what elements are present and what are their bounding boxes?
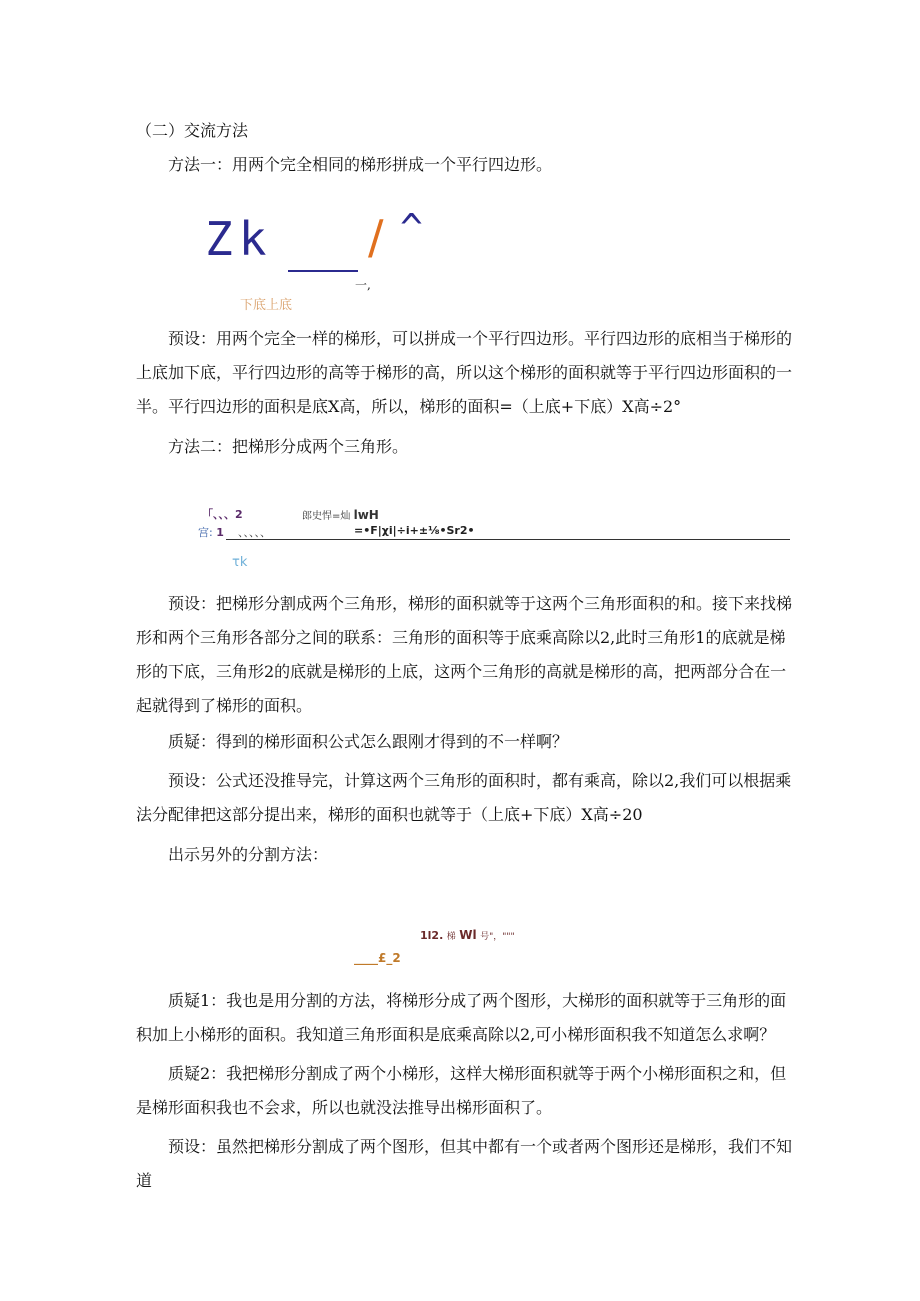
figure1-slash-mark: /	[368, 210, 384, 264]
section-heading: （二）交流方法	[136, 121, 249, 140]
figure2-top-mid-text: 郎史悍=灿	[302, 511, 351, 522]
figure2-formula: =•F|χi|÷i+±⅛•Sr2•	[354, 524, 475, 537]
preset-four-paragraph: 预设：虽然把梯形分割成了两个图形，但其中都有一个或者两个图形还是梯形，我们不知道	[136, 1137, 793, 1190]
figure1-tail-text: 一,	[355, 278, 371, 292]
figure2-base-line	[226, 539, 790, 540]
figure3-label	[420, 928, 515, 942]
figure2-caption: τk	[232, 555, 248, 570]
preset-two-paragraph: 预设：把梯形分割成两个三角形，梯形的面积就等于这两个三角形面积的和。接下来找梯形和两个三角形各部分之间的联系：三角形的面积等于底乘高除以2,此时三角形1的底就是梯形的下底，三角形2的底就是梯形的上底，这两个三角形的高就是梯形的高，把两部分合在一起就得到了梯形的面积。	[136, 594, 793, 715]
figure3-label-bold: 1l2.	[420, 929, 444, 942]
figure3-label-tail: 号"，"""	[480, 932, 515, 942]
figure3-under: ____£_2	[354, 951, 401, 965]
figure1-base-line	[288, 270, 358, 272]
figure2-dots: 、、、、、	[238, 526, 271, 539]
method-one-text: 方法一：用两个完全相同的梯形拼成一个平行四边形。	[168, 155, 553, 174]
figure2-top-mid-bold: lwH	[353, 508, 379, 522]
question-three-paragraph: 质疑2：我把梯形分割成了两个小梯形，这样大梯形面积就等于两个小梯形面积之和，但是梯形面积我也不会求，所以也就没法推导出梯形面积了。	[136, 1064, 787, 1117]
figure3-label-small: 梯	[446, 932, 456, 942]
question-two-paragraph: 质疑1：我也是用分割的方法，将梯形分成了两个图形，大梯形的面积就等于三角形的面积加上小梯形的面积。我知道三角形面积是底乘高除以2,可小梯形面积我不知道怎么求啊？	[136, 991, 787, 1044]
figure1-zk-text: Zk	[205, 212, 273, 266]
figure2-top-mid	[302, 507, 379, 522]
preset-one-paragraph: 预设：用两个完全一样的梯形，可以拼成一个平行四边形。平行四边形的底相当于梯形的上底加下底，平行四边形的高等于梯形的高，所以这个梯形的面积就等于平行四边形面积的一半。平行四边形的面积是底X高，所以，梯形的面积=（上底+下底）X高÷2°	[136, 329, 793, 416]
figure1-caret-mark: ^	[400, 206, 423, 250]
figure1-caption: 下底上底	[240, 298, 293, 313]
figure2-left-num: 1	[216, 526, 224, 539]
figure2-left-label-text: 宫:	[198, 526, 213, 539]
figure2-top-left-text: 「、、、2	[202, 508, 243, 521]
figure2-left-label	[198, 524, 224, 540]
show-other-methods-text: 出示另外的分割方法：	[168, 845, 329, 864]
figure2-top-left	[202, 506, 243, 522]
preset-three-paragraph: 预设：公式还没推导完，计算这两个三角形的面积时，都有乘高，除以2,我们可以根据乘法分配律把这部分提出来，梯形的面积也就等于（上底+下底）X高÷20	[136, 771, 792, 824]
question-one-paragraph: 质疑：得到的梯形面积公式怎么跟刚才得到的不一样啊？	[168, 732, 569, 751]
figure3-label-bold2: Wl	[459, 928, 477, 942]
method-two-text: 方法二：把梯形分成两个三角形。	[168, 437, 409, 456]
